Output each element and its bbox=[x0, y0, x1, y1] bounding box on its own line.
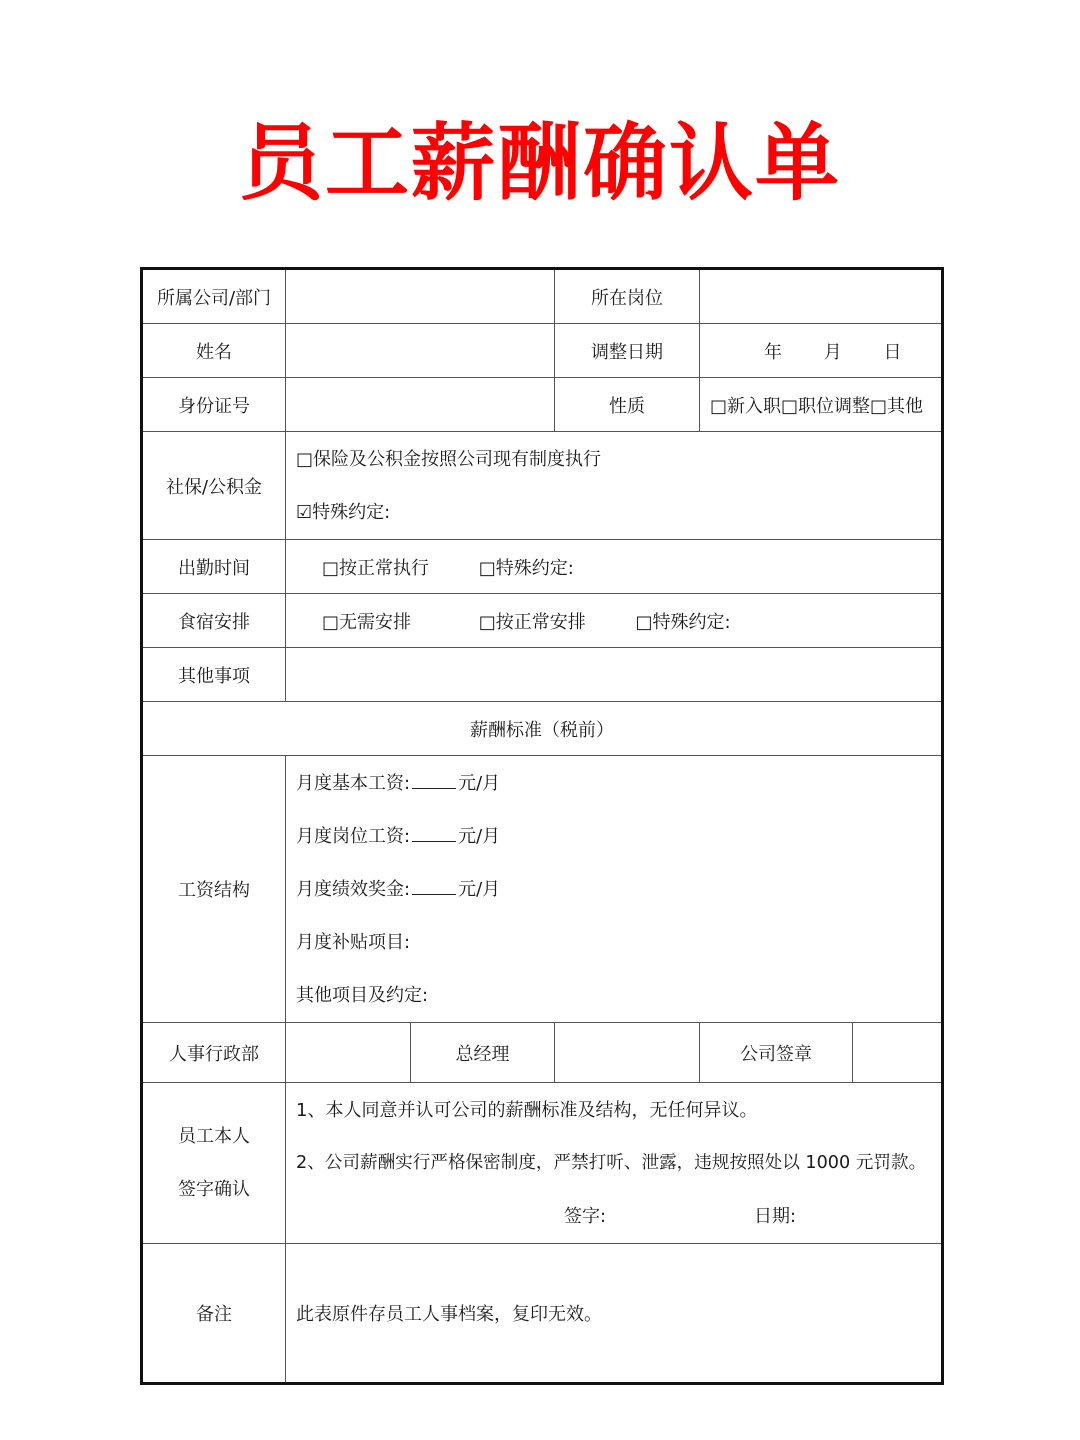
date-year-label: 年 bbox=[764, 341, 782, 363]
employee-confirm-label-line-1: 员工本人 bbox=[178, 1126, 250, 1147]
adjust-date-label: 调整日期 bbox=[555, 324, 700, 378]
lodging-label: 食宿安排 bbox=[142, 594, 286, 648]
position-label: 所在岗位 bbox=[555, 269, 700, 324]
lodging-option-normal[interactable]: □按正常安排 bbox=[478, 611, 586, 633]
other-matters-label: 其他事项 bbox=[142, 648, 286, 702]
other-matters-field[interactable] bbox=[286, 648, 943, 702]
company-dept-label: 所属公司/部门 bbox=[142, 269, 286, 324]
statement-confidential: 2、公司薪酬实行严格保密制度，严禁打听、泄露，违规按照处以 1000 元罚款。 bbox=[296, 1152, 927, 1173]
date-month-label: 月 bbox=[823, 341, 842, 363]
lodging-option-none[interactable]: □无需安排 bbox=[322, 611, 412, 633]
salary-post-blank[interactable] bbox=[412, 823, 456, 842]
lodging-option-special[interactable]: □特殊约定: bbox=[635, 611, 731, 633]
salary-base-label: 月度基本工资: bbox=[296, 772, 411, 794]
employee-confirm-label-line-2: 签字确认 bbox=[178, 1179, 250, 1200]
row-attendance bbox=[142, 540, 943, 594]
position-field[interactable] bbox=[700, 269, 943, 324]
company-seal-field[interactable] bbox=[853, 1023, 943, 1083]
name-label: 姓名 bbox=[142, 324, 286, 378]
company-seal-label: 公司签章 bbox=[700, 1023, 853, 1083]
name-field[interactable] bbox=[286, 324, 555, 378]
row-approvals bbox=[142, 1023, 943, 1083]
attendance-option-normal[interactable]: □按正常执行 bbox=[322, 557, 430, 579]
signature-label[interactable]: 签字: bbox=[564, 1205, 607, 1227]
row-salary-header bbox=[142, 702, 943, 756]
attendance-label: 出勤时间 bbox=[142, 540, 286, 594]
salary-bonus-line bbox=[296, 863, 941, 916]
salary-structure-label: 工资结构 bbox=[142, 756, 286, 1023]
salary-bonus-label: 月度绩效奖金: bbox=[296, 878, 411, 900]
salary-bonus-blank[interactable] bbox=[412, 876, 456, 895]
salary-other-line[interactable]: 其他项目及约定: bbox=[296, 984, 429, 1006]
salary-structure-items bbox=[286, 756, 943, 1023]
adjust-date-field[interactable] bbox=[700, 324, 943, 378]
row-salary-structure bbox=[142, 756, 943, 1023]
salary-base-line bbox=[296, 757, 941, 810]
hr-admin-sign-field[interactable] bbox=[286, 1023, 411, 1083]
remarks-text: 此表原件存员工人事档案，复印无效。 bbox=[286, 1244, 943, 1384]
attendance-options bbox=[286, 540, 943, 594]
salary-allowance-line[interactable]: 月度补贴项目: bbox=[296, 931, 411, 953]
hr-admin-label: 人事行政部 bbox=[142, 1023, 286, 1083]
nature-options[interactable]: □新入职□职位调整□其他 bbox=[700, 378, 943, 432]
general-manager-label: 总经理 bbox=[411, 1023, 555, 1083]
salary-base-blank[interactable] bbox=[412, 770, 456, 789]
signature-date-label[interactable]: 日期: bbox=[754, 1205, 797, 1227]
salary-post-unit: 元/月 bbox=[458, 825, 501, 847]
salary-base-unit: 元/月 bbox=[458, 772, 501, 794]
row-remarks bbox=[142, 1244, 943, 1384]
row-id-number bbox=[142, 378, 943, 432]
remarks-label: 备注 bbox=[142, 1244, 286, 1384]
salary-confirmation-form bbox=[140, 267, 944, 1385]
row-lodging bbox=[142, 594, 943, 648]
attendance-option-special[interactable]: □特殊约定: bbox=[478, 557, 574, 579]
salary-post-line bbox=[296, 810, 941, 863]
row-other-matters bbox=[142, 648, 943, 702]
date-day-label: 日 bbox=[883, 341, 902, 363]
id-number-label: 身份证号 bbox=[142, 378, 286, 432]
social-insurance-option-standard[interactable]: □保险及公积金按照公司现有制度执行 bbox=[296, 448, 602, 470]
statement-agree: 1、本人同意并认可公司的薪酬标准及结构，无任何异议。 bbox=[296, 1099, 758, 1121]
social-insurance-label: 社保/公积金 bbox=[142, 432, 286, 540]
social-insurance-option-special[interactable]: ☑特殊约定: bbox=[296, 501, 391, 523]
employee-confirm-content bbox=[286, 1083, 943, 1244]
lodging-options bbox=[286, 594, 943, 648]
social-insurance-options bbox=[286, 432, 943, 540]
row-name bbox=[142, 324, 943, 378]
row-company-dept bbox=[142, 269, 943, 324]
row-employee-confirm bbox=[142, 1083, 943, 1244]
company-dept-field[interactable] bbox=[286, 269, 555, 324]
id-number-field[interactable] bbox=[286, 378, 555, 432]
employee-confirm-label bbox=[142, 1083, 286, 1244]
document-title: 员工薪酬确认单 bbox=[238, 114, 841, 212]
signature-row bbox=[296, 1190, 941, 1243]
general-manager-sign-field[interactable] bbox=[555, 1023, 700, 1083]
salary-post-label: 月度岗位工资: bbox=[296, 825, 411, 847]
salary-bonus-unit: 元/月 bbox=[458, 878, 501, 900]
nature-label: 性质 bbox=[555, 378, 700, 432]
salary-standard-header: 薪酬标准（税前） bbox=[142, 702, 943, 756]
row-social-insurance bbox=[142, 432, 943, 540]
